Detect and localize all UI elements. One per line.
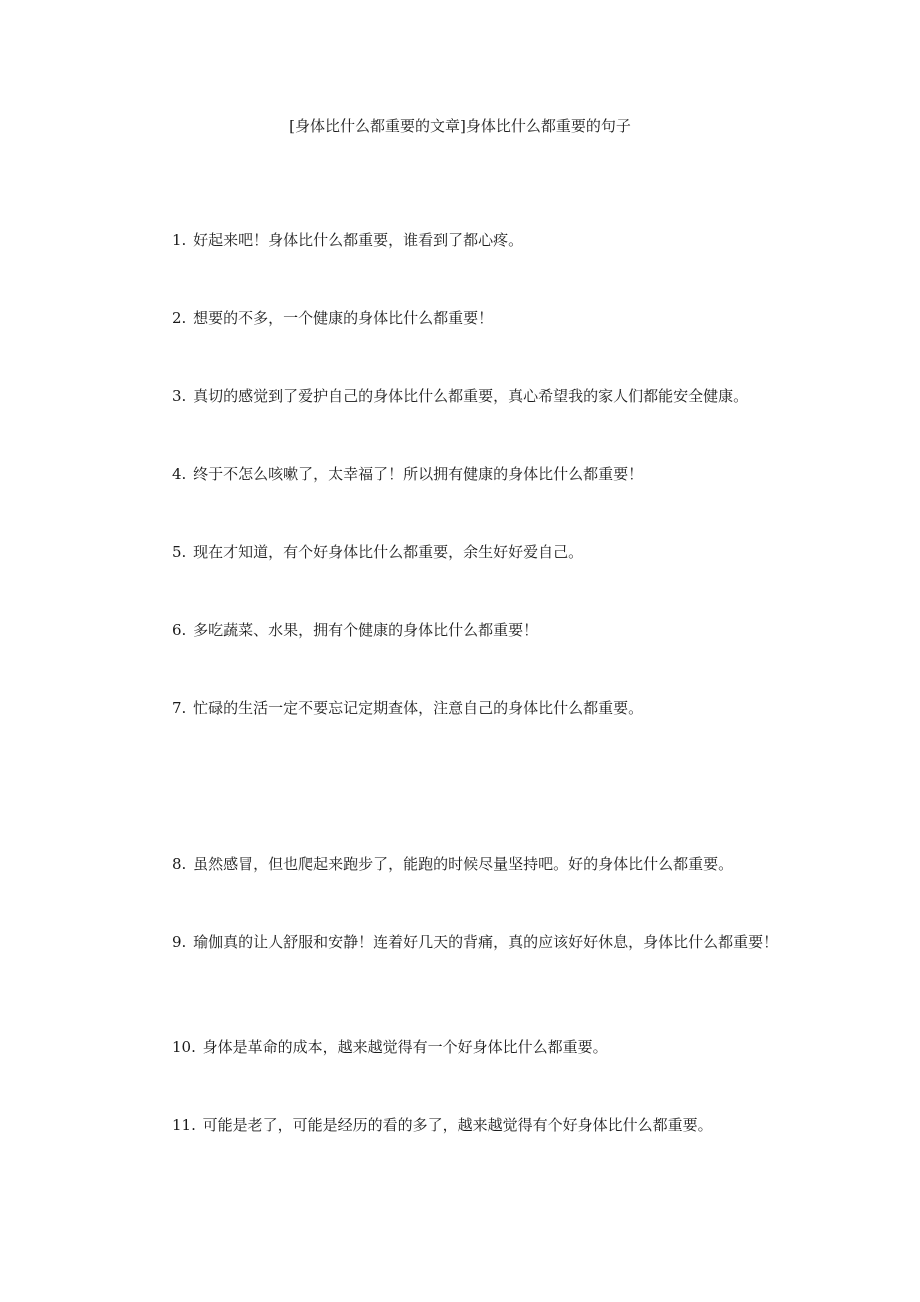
list-item [140, 849, 800, 880]
item-text: 想要的不多，一个健康的身体比什么都重要！ [193, 309, 494, 327]
item-text: 可能是老了，可能是经历的看的多了，越来越觉得有个好身体比什么都重要。 [202, 1116, 713, 1134]
item-number: 6. [172, 621, 187, 639]
list-item [140, 1032, 800, 1063]
list-item [140, 537, 800, 568]
list-item [140, 927, 800, 958]
list-item [140, 459, 800, 490]
item-number: 1. [172, 231, 187, 249]
item-text: 好起来吧！身体比什么都重要，谁看到了都心疼。 [193, 231, 524, 249]
list-item [140, 1110, 800, 1141]
list-item [140, 381, 820, 412]
item-number: 11. [172, 1116, 196, 1134]
item-number: 10. [172, 1038, 196, 1056]
list-item [140, 225, 800, 256]
list-item [140, 615, 800, 646]
list-item [140, 303, 800, 334]
item-text: 忙碌的生活一定不要忘记定期查体，注意自己的身体比什么都重要。 [193, 699, 644, 717]
item-number: 9. [172, 933, 187, 951]
item-number: 3. [172, 387, 187, 405]
item-text: 现在才知道，有个好身体比什么都重要，余生好好爱自己。 [193, 543, 584, 561]
item-number: 5. [172, 543, 187, 561]
item-text: 瑜伽真的让人舒服和安静！连着好几天的背痛，真的应该好好休息，身体比什么都重要！ [193, 933, 779, 951]
item-number: 4. [172, 465, 187, 483]
item-text: 终于不怎么咳嗽了，太幸福了！所以拥有健康的身体比什么都重要！ [193, 465, 644, 483]
item-number: 7. [172, 699, 187, 717]
item-number: 8. [172, 855, 187, 873]
item-number: 2. [172, 309, 187, 327]
item-text: 虽然感冒，但也爬起来跑步了，能跑的时候尽量坚持吧。好的身体比什么都重要。 [193, 855, 734, 873]
item-text: 多吃蔬菜、水果，拥有个健康的身体比什么都重要！ [193, 621, 539, 639]
item-text: 真切的感觉到了爱护自己的身体比什么都重要，真心希望我的家人们都能安全健康。 [193, 387, 749, 405]
item-text: 身体是革命的成本，越来越觉得有一个好身体比什么都重要。 [202, 1038, 608, 1056]
list-item [140, 693, 800, 724]
document-title: [身体比什么都重要的文章]身体比什么都重要的句子 [289, 117, 631, 135]
